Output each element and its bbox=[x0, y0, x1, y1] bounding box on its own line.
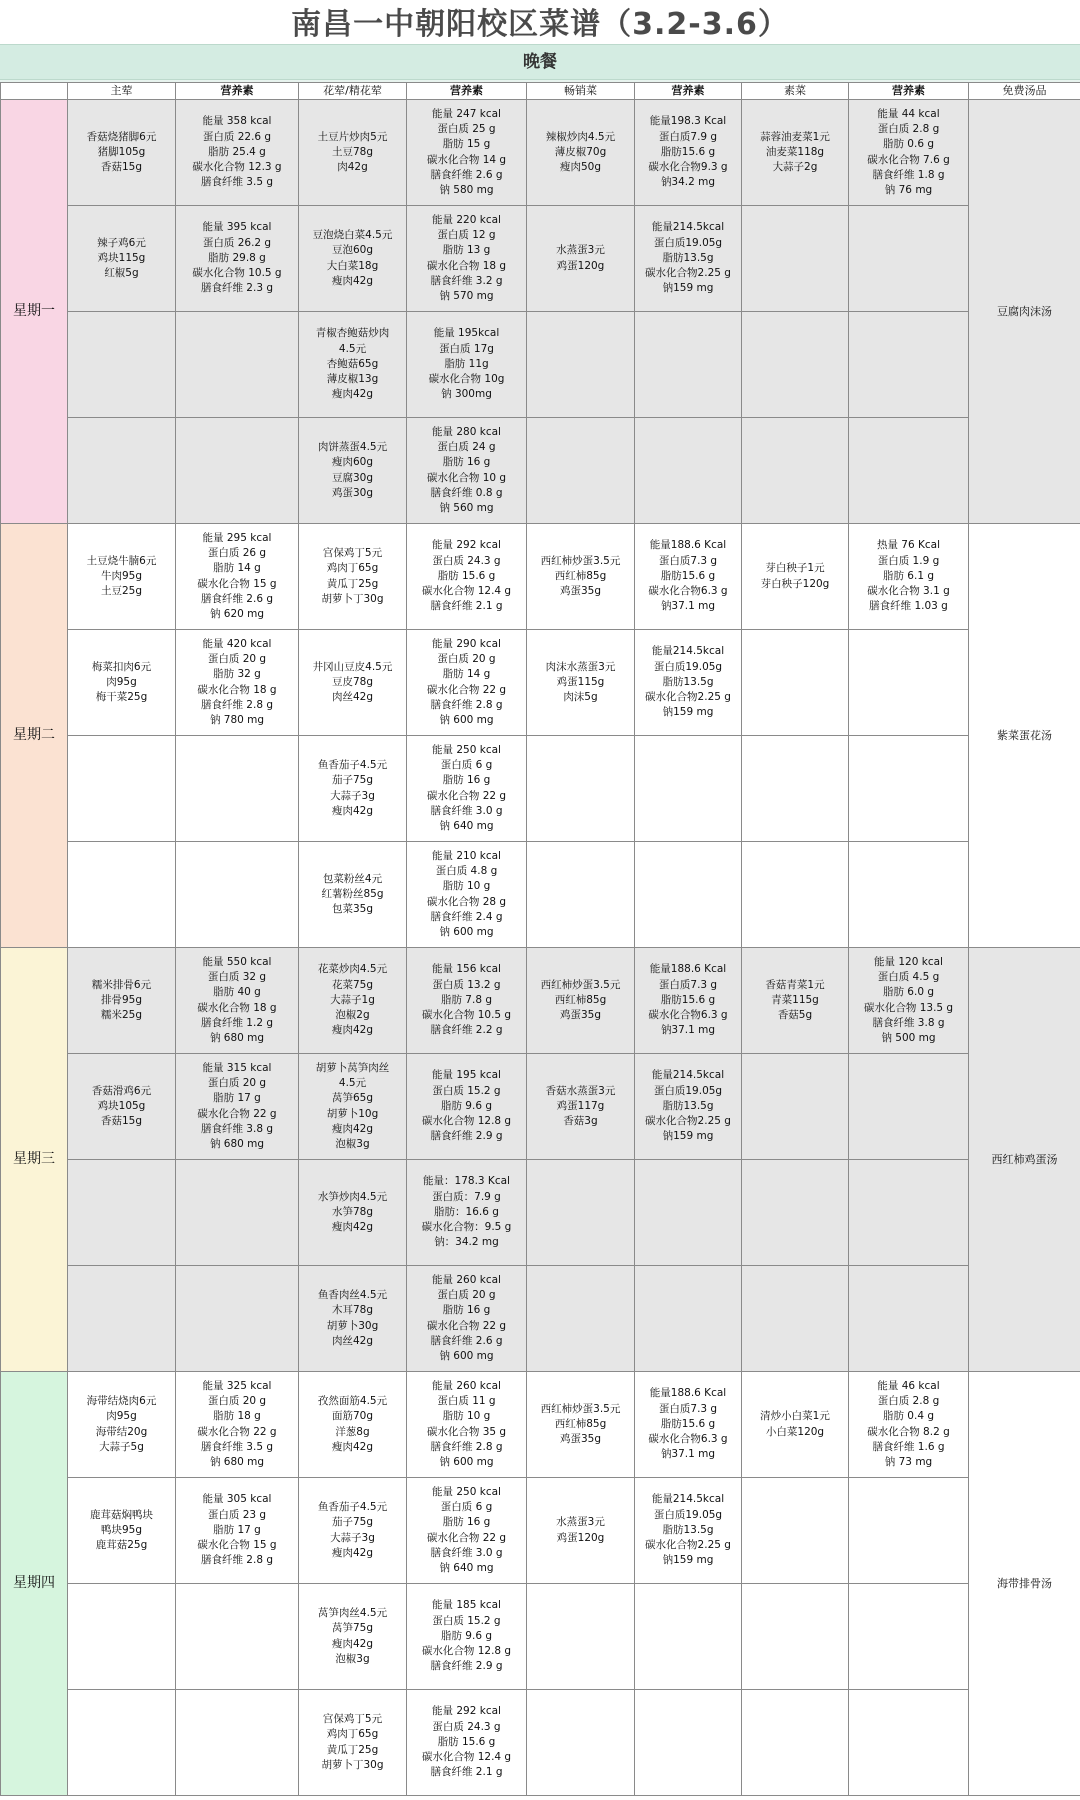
bestseller-dish-cell: 肉沫水蒸蛋3元 鸡蛋115g 肉沫5g bbox=[527, 630, 635, 736]
bestseller-nutrition-cell: 能量188.6 Kcal 蛋白质7.3 g 脂肪15.6 g 碳水化合物6.3 g 钠37.1 mg bbox=[635, 524, 742, 630]
menu-row bbox=[1, 524, 1080, 630]
fancy-dish-cell: 井冈山豆皮4.5元 豆皮78g 肉丝42g bbox=[299, 630, 407, 736]
bestseller-dish-cell: 西红柿炒蛋3.5元 西红柿85g 鸡蛋35g bbox=[527, 1372, 635, 1478]
main-nutrition-cell bbox=[176, 418, 299, 524]
bestseller-nutrition-cell bbox=[635, 1690, 742, 1796]
header-free-soup: 免费汤品 bbox=[969, 83, 1080, 100]
main-nutrition-cell bbox=[176, 1584, 299, 1690]
bestseller-dish-cell bbox=[527, 312, 635, 418]
veg-nutrition-cell bbox=[849, 1160, 969, 1266]
menu-row bbox=[1, 100, 1080, 206]
main-dish-cell: 糯米排骨6元 排骨95g 糯米25g bbox=[68, 948, 176, 1054]
header-fancy-dish: 花荤/精花荤 bbox=[299, 83, 407, 100]
main-nutrition-cell bbox=[176, 1690, 299, 1796]
fancy-nutrition-cell: 能量 195 kcal 蛋白质 15.2 g 脂肪 9.6 g 碳水化合物 12.8 g 膳食纤维 2.9 g bbox=[407, 1054, 527, 1160]
main-dish-cell: 香菇滑鸡6元 鸡块105g 香菇15g bbox=[68, 1054, 176, 1160]
veg-dish-cell: 清炒小白菜1元 小白菜120g bbox=[742, 1372, 849, 1478]
bestseller-dish-cell bbox=[527, 1160, 635, 1266]
fancy-dish-cell: 青椒杏鲍菇炒肉 4.5元 杏鲍菇65g 薄皮椒13g 瘦肉42g bbox=[299, 312, 407, 418]
veg-nutrition-cell bbox=[849, 1478, 969, 1584]
bestseller-dish-cell bbox=[527, 1584, 635, 1690]
fancy-dish-cell: 鱼香茄子4.5元 茄子75g 大蒜子3g 瘦肉42g bbox=[299, 1478, 407, 1584]
bestseller-dish-cell bbox=[527, 736, 635, 842]
veg-dish-cell bbox=[742, 1266, 849, 1372]
menu-row bbox=[1, 630, 1080, 736]
veg-nutrition-cell bbox=[849, 630, 969, 736]
bestseller-dish-cell bbox=[527, 1266, 635, 1372]
fancy-dish-cell: 宫保鸡丁5元 鸡肉丁65g 黄瓜丁25g 胡萝卜丁30g bbox=[299, 524, 407, 630]
fancy-nutrition-cell: 能量 220 kcal 蛋白质 12 g 脂肪 13 g 碳水化合物 18 g 膳食纤维 3.2 g 钠 570 mg bbox=[407, 206, 527, 312]
bestseller-dish-cell: 水蒸蛋3元 鸡蛋120g bbox=[527, 1478, 635, 1584]
fancy-dish-cell: 鱼香肉丝4.5元 木耳78g 胡萝卜30g 肉丝42g bbox=[299, 1266, 407, 1372]
menu-row bbox=[1, 1690, 1080, 1796]
veg-nutrition-cell bbox=[849, 736, 969, 842]
main-dish-cell bbox=[68, 736, 176, 842]
menu-row bbox=[1, 1160, 1080, 1266]
main-nutrition-cell: 能量 305 kcal 蛋白质 23 g 脂肪 17 g 碳水化合物 15 g 膳食纤维 2.8 g bbox=[176, 1478, 299, 1584]
bestseller-dish-cell: 香菇水蒸蛋3元 鸡蛋117g 香菇3g bbox=[527, 1054, 635, 1160]
day-label: 星期四 bbox=[1, 1372, 68, 1796]
free-soup-cell: 海带排骨汤 bbox=[969, 1372, 1080, 1796]
bestseller-nutrition-cell: 能量214.5kcal 蛋白质19.05g 脂肪13.5g 碳水化合物2.25 g 钠159 mg bbox=[635, 206, 742, 312]
menu-row bbox=[1, 206, 1080, 312]
main-nutrition-cell bbox=[176, 1266, 299, 1372]
bestseller-nutrition-cell bbox=[635, 736, 742, 842]
bestseller-dish-cell: 水蒸蛋3元 鸡蛋120g bbox=[527, 206, 635, 312]
bestseller-nutrition-cell: 能量214.5kcal 蛋白质19.05g 脂肪13.5g 碳水化合物2.25 g 钠159 mg bbox=[635, 1054, 742, 1160]
menu-row bbox=[1, 1372, 1080, 1478]
main-nutrition-cell: 能量 295 kcal 蛋白质 26 g 脂肪 14 g 碳水化合物 15 g 膳食纤维 2.6 g 钠 620 mg bbox=[176, 524, 299, 630]
menu-row bbox=[1, 948, 1080, 1054]
veg-dish-cell bbox=[742, 1160, 849, 1266]
day-label: 星期一 bbox=[1, 100, 68, 524]
main-nutrition-cell: 能量 395 kcal 蛋白质 26.2 g 脂肪 29.8 g 碳水化合物 10.5 g 膳食纤维 2.3 g bbox=[176, 206, 299, 312]
fancy-dish-cell: 胡萝卜莴笋肉丝 4.5元 莴笋65g 胡萝卜10g 瘦肉42g 泡椒3g bbox=[299, 1054, 407, 1160]
veg-nutrition-cell bbox=[849, 1266, 969, 1372]
bestseller-nutrition-cell bbox=[635, 842, 742, 948]
header-veg-dish: 素菜 bbox=[742, 83, 849, 100]
bestseller-nutrition-cell: 能量198.3 Kcal 蛋白质7.9 g 脂肪15.6 g 碳水化合物9.3 g 钠34.2 mg bbox=[635, 100, 742, 206]
veg-dish-cell bbox=[742, 842, 849, 948]
veg-nutrition-cell: 能量 44 kcal 蛋白质 2.8 g 脂肪 0.6 g 碳水化合物 7.6 g 膳食纤维 1.8 g 钠 76 mg bbox=[849, 100, 969, 206]
bestseller-nutrition-cell bbox=[635, 1584, 742, 1690]
day-label: 星期三 bbox=[1, 948, 68, 1372]
main-nutrition-cell: 能量 325 kcal 蛋白质 20 g 脂肪 18 g 碳水化合物 22 g 膳食纤维 3.5 g 钠 680 mg bbox=[176, 1372, 299, 1478]
veg-nutrition-cell bbox=[849, 1054, 969, 1160]
main-dish-cell: 香菇烧猪脚6元 猪脚105g 香菇15g bbox=[68, 100, 176, 206]
main-nutrition-cell: 能量 550 kcal 蛋白质 32 g 脂肪 40 g 碳水化合物 18 g 膳食纤维 1.2 g 钠 680 mg bbox=[176, 948, 299, 1054]
veg-nutrition-cell bbox=[849, 206, 969, 312]
fancy-nutrition-cell: 能量：178.3 Kcal 蛋白质：7.9 g 脂肪：16.6 g 碳水化合物：9.5 g 钠：34.2 mg bbox=[407, 1160, 527, 1266]
fancy-nutrition-cell: 能量 290 kcal 蛋白质 20 g 脂肪 14 g 碳水化合物 22 g 膳食纤维 2.8 g 钠 600 mg bbox=[407, 630, 527, 736]
veg-nutrition-cell bbox=[849, 418, 969, 524]
bestseller-nutrition-cell: 能量188.6 Kcal 蛋白质7.3 g 脂肪15.6 g 碳水化合物6.3 g 钠37.1 mg bbox=[635, 1372, 742, 1478]
menu-row bbox=[1, 1054, 1080, 1160]
bestseller-nutrition-cell bbox=[635, 312, 742, 418]
veg-nutrition-cell bbox=[849, 842, 969, 948]
free-soup-cell: 西红柿鸡蛋汤 bbox=[969, 948, 1080, 1372]
header-main-dish: 主荤 bbox=[68, 83, 176, 100]
main-dish-cell bbox=[68, 312, 176, 418]
veg-dish-cell bbox=[742, 1690, 849, 1796]
menu-body bbox=[1, 100, 1080, 1796]
header-bestseller-dish: 畅销菜 bbox=[527, 83, 635, 100]
menu-row bbox=[1, 418, 1080, 524]
veg-nutrition-cell bbox=[849, 1584, 969, 1690]
fancy-nutrition-cell: 能量 250 kcal 蛋白质 6 g 脂肪 16 g 碳水化合物 22 g 膳食纤维 3.0 g 钠 640 mg bbox=[407, 1478, 527, 1584]
fancy-nutrition-cell: 能量 280 kcal 蛋白质 24 g 脂肪 16 g 碳水化合物 10 g 膳食纤维 0.8 g 钠 560 mg bbox=[407, 418, 527, 524]
bestseller-nutrition-cell bbox=[635, 1160, 742, 1266]
veg-dish-cell bbox=[742, 206, 849, 312]
veg-nutrition-cell: 能量 46 kcal 蛋白质 2.8 g 脂肪 0.4 g 碳水化合物 8.2 g 膳食纤维 1.6 g 钠 73 mg bbox=[849, 1372, 969, 1478]
bestseller-dish-cell: 西红柿炒蛋3.5元 西红柿85g 鸡蛋35g bbox=[527, 948, 635, 1054]
header-nutrition-veg: 营养素 bbox=[849, 83, 969, 100]
main-nutrition-cell: 能量 420 kcal 蛋白质 20 g 脂肪 32 g 碳水化合物 18 g 膳食纤维 2.8 g 钠 780 mg bbox=[176, 630, 299, 736]
main-dish-cell: 辣子鸡6元 鸡块115g 红椒5g bbox=[68, 206, 176, 312]
free-soup-cell: 紫菜蛋花汤 bbox=[969, 524, 1080, 948]
main-nutrition-cell bbox=[176, 1160, 299, 1266]
veg-nutrition-cell bbox=[849, 312, 969, 418]
veg-dish-cell: 香菇青菜1元 青菜115g 香菇5g bbox=[742, 948, 849, 1054]
main-dish-cell bbox=[68, 1160, 176, 1266]
main-nutrition-cell bbox=[176, 842, 299, 948]
fancy-nutrition-cell: 能量 292 kcal 蛋白质 24.3 g 脂肪 15.6 g 碳水化合物 12.4 g 膳食纤维 2.1 g bbox=[407, 524, 527, 630]
menu-row bbox=[1, 1478, 1080, 1584]
fancy-nutrition-cell: 能量 210 kcal 蛋白质 4.8 g 脂肪 10 g 碳水化合物 28 g 膳食纤维 2.4 g 钠 600 mg bbox=[407, 842, 527, 948]
fancy-dish-cell: 豆泡烧白菜4.5元 豆泡60g 大白菜18g 瘦肉42g bbox=[299, 206, 407, 312]
bestseller-dish-cell: 辣椒炒肉4.5元 薄皮椒70g 瘦肉50g bbox=[527, 100, 635, 206]
fancy-dish-cell: 包菜粉丝4元 红薯粉丝85g 包菜35g bbox=[299, 842, 407, 948]
fancy-nutrition-cell: 能量 195kcal 蛋白质 17g 脂肪 11g 碳水化合物 10g 钠 300mg bbox=[407, 312, 527, 418]
veg-nutrition-cell: 能量 120 kcal 蛋白质 4.5 g 脂肪 6.0 g 碳水化合物 13.5 g 膳食纤维 3.8 g 钠 500 mg bbox=[849, 948, 969, 1054]
fancy-nutrition-cell: 能量 156 kcal 蛋白质 13.2 g 脂肪 7.8 g 碳水化合物 10.5 g 膳食纤维 2.2 g bbox=[407, 948, 527, 1054]
main-dish-cell bbox=[68, 1584, 176, 1690]
main-nutrition-cell bbox=[176, 736, 299, 842]
bestseller-nutrition-cell: 能量214.5kcal 蛋白质19.05g 脂肪13.5g 碳水化合物2.25 g 钠159 mg bbox=[635, 1478, 742, 1584]
bestseller-dish-cell bbox=[527, 842, 635, 948]
fancy-nutrition-cell: 能量 250 kcal 蛋白质 6 g 脂肪 16 g 碳水化合物 22 g 膳食纤维 3.0 g 钠 640 mg bbox=[407, 736, 527, 842]
veg-dish-cell bbox=[742, 1054, 849, 1160]
veg-dish-cell bbox=[742, 736, 849, 842]
free-soup-cell: 豆腐肉沫汤 bbox=[969, 100, 1080, 524]
veg-dish-cell: 芽白秧子1元 芽白秧子120g bbox=[742, 524, 849, 630]
veg-nutrition-cell: 热量 76 Kcal 蛋白质 1.9 g 脂肪 6.1 g 碳水化合物 3.1 g 膳食纤维 1.03 g bbox=[849, 524, 969, 630]
fancy-nutrition-cell: 能量 292 kcal 蛋白质 24.3 g 脂肪 15.6 g 碳水化合物 12.4 g 膳食纤维 2.1 g bbox=[407, 1690, 527, 1796]
fancy-dish-cell: 土豆片炒肉5元 土豆78g 肉42g bbox=[299, 100, 407, 206]
menu-row bbox=[1, 1266, 1080, 1372]
menu-row bbox=[1, 842, 1080, 948]
fancy-dish-cell: 花菜炒肉4.5元 花菜75g 大蒜子1g 泡椒2g 瘦肉42g bbox=[299, 948, 407, 1054]
fancy-dish-cell: 孜然面筋4.5元 面筋70g 洋葱8g 瘦肉42g bbox=[299, 1372, 407, 1478]
fancy-nutrition-cell: 能量 247 kcal 蛋白质 25 g 脂肪 15 g 碳水化合物 14 g 膳食纤维 2.6 g 钠 580 mg bbox=[407, 100, 527, 206]
veg-dish-cell bbox=[742, 1478, 849, 1584]
bestseller-dish-cell: 西红柿炒蛋3.5元 西红柿85g 鸡蛋35g bbox=[527, 524, 635, 630]
fancy-nutrition-cell: 能量 260 kcal 蛋白质 20 g 脂肪 16 g 碳水化合物 22 g 膳食纤维 2.6 g 钠 600 mg bbox=[407, 1266, 527, 1372]
menu-row bbox=[1, 736, 1080, 842]
main-nutrition-cell: 能量 315 kcal 蛋白质 20 g 脂肪 17 g 碳水化合物 22 g 膳食纤维 3.8 g 钠 680 mg bbox=[176, 1054, 299, 1160]
fancy-nutrition-cell: 能量 185 kcal 蛋白质 15.2 g 脂肪 9.6 g 碳水化合物 12.8 g 膳食纤维 2.9 g bbox=[407, 1584, 527, 1690]
header-day-corner bbox=[1, 83, 68, 100]
menu-row bbox=[1, 312, 1080, 418]
bestseller-nutrition-cell: 能量214.5kcal 蛋白质19.05g 脂肪13.5g 碳水化合物2.25 g 钠159 mg bbox=[635, 630, 742, 736]
fancy-dish-cell: 肉饼蒸蛋4.5元 瘦肉60g 豆腐30g 鸡蛋30g bbox=[299, 418, 407, 524]
menu-row bbox=[1, 1584, 1080, 1690]
veg-dish-cell bbox=[742, 630, 849, 736]
header-nutrition-bestseller: 营养素 bbox=[635, 83, 742, 100]
veg-dish-cell bbox=[742, 418, 849, 524]
bestseller-nutrition-cell bbox=[635, 1266, 742, 1372]
bestseller-dish-cell bbox=[527, 1690, 635, 1796]
bestseller-nutrition-cell bbox=[635, 418, 742, 524]
main-nutrition-cell bbox=[176, 312, 299, 418]
header-nutrition-fancy: 营养素 bbox=[407, 83, 527, 100]
main-dish-cell: 土豆烧牛腩6元 牛肉95g 土豆25g bbox=[68, 524, 176, 630]
fancy-nutrition-cell: 能量 260 kcal 蛋白质 11 g 脂肪 10 g 碳水化合物 35 g 膳食纤维 2.8 g 钠 600 mg bbox=[407, 1372, 527, 1478]
veg-dish-cell bbox=[742, 312, 849, 418]
main-dish-cell bbox=[68, 1266, 176, 1372]
fancy-dish-cell: 水笋炒肉4.5元 水笋78g 瘦肉42g bbox=[299, 1160, 407, 1266]
veg-dish-cell bbox=[742, 1584, 849, 1690]
header-nutrition-main: 营养素 bbox=[176, 83, 299, 100]
bestseller-dish-cell bbox=[527, 418, 635, 524]
menu-table bbox=[0, 82, 1080, 1796]
veg-dish-cell: 蒜蓉油麦菜1元 油麦菜118g 大蒜子2g bbox=[742, 100, 849, 206]
page-title: 南昌一中朝阳校区菜谱（3.2-3.6） bbox=[291, 7, 789, 42]
bestseller-nutrition-cell: 能量188.6 Kcal 蛋白质7.3 g 脂肪15.6 g 碳水化合物6.3 g 钠37.1 mg bbox=[635, 948, 742, 1054]
fancy-dish-cell: 莴笋肉丝4.5元 莴笋75g 瘦肉42g 泡椒3g bbox=[299, 1584, 407, 1690]
fancy-dish-cell: 鱼香茄子4.5元 茄子75g 大蒜子3g 瘦肉42g bbox=[299, 736, 407, 842]
day-label: 星期二 bbox=[1, 524, 68, 948]
main-dish-cell bbox=[68, 1690, 176, 1796]
main-dish-cell: 海带结烧肉6元 肉95g 海带结20g 大蒜子5g bbox=[68, 1372, 176, 1478]
main-dish-cell bbox=[68, 418, 176, 524]
fancy-dish-cell: 宫保鸡丁5元 鸡肉丁65g 黄瓜丁25g 胡萝卜丁30g bbox=[299, 1690, 407, 1796]
header-row bbox=[1, 83, 1080, 100]
veg-nutrition-cell bbox=[849, 1690, 969, 1796]
main-nutrition-cell: 能量 358 kcal 蛋白质 22.6 g 脂肪 25.4 g 碳水化合物 12.3 g 膳食纤维 3.5 g bbox=[176, 100, 299, 206]
main-dish-cell bbox=[68, 842, 176, 948]
main-dish-cell: 梅菜扣肉6元 肉95g 梅干菜25g bbox=[68, 630, 176, 736]
meal-banner: 晚餐 bbox=[0, 44, 1080, 80]
main-dish-cell: 鹿茸菇焖鸭块 鸭块95g 鹿茸菇25g bbox=[68, 1478, 176, 1584]
